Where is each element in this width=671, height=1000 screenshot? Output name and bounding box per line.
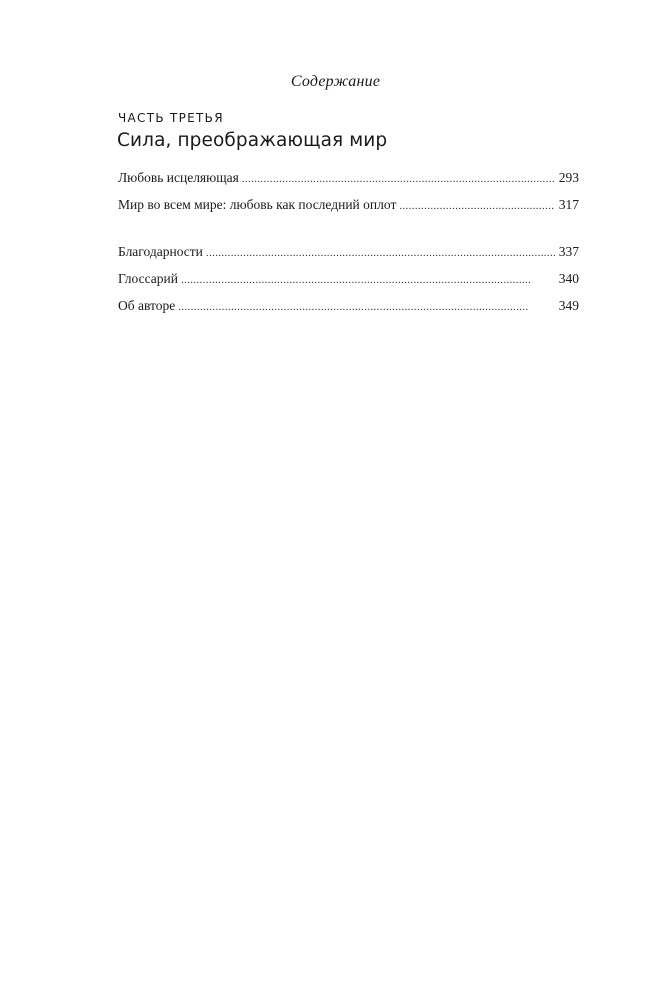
- toc-entry[interactable]: [118, 298, 579, 325]
- toc-list: [118, 170, 579, 224]
- toc-entry-page: 337: [558, 244, 579, 259]
- toc-entry-title: Мир во всем мире: любовь как последний оплот: [118, 197, 397, 212]
- toc-dot-leader: [399, 200, 554, 212]
- toc-entry[interactable]: [118, 197, 579, 224]
- toc-entry-page: 317: [558, 197, 579, 212]
- toc-dot-leader: [178, 301, 555, 313]
- toc-entry-title: Глоссарий: [118, 271, 178, 286]
- toc-entry[interactable]: [118, 170, 579, 197]
- running-head: Содержание: [290, 73, 381, 90]
- toc-entry-page: 293: [558, 170, 579, 185]
- toc-entry[interactable]: [118, 271, 579, 298]
- toc-dot-leader: [206, 247, 555, 259]
- part-label: ЧАСТЬ ТРЕТЬЯ: [118, 111, 224, 125]
- toc-entry-title: Об авторе: [118, 298, 176, 313]
- toc-dot-leader: [181, 274, 555, 286]
- toc-entry[interactable]: [118, 244, 579, 271]
- toc-dot-leader: [242, 173, 555, 185]
- part-title: Сила, преображающая мир: [117, 130, 388, 151]
- toc-list-back-matter: [118, 244, 579, 325]
- toc-entry-page: 340: [558, 271, 579, 286]
- toc-entry-title: Любовь исцеляющая: [118, 170, 239, 185]
- toc-entry-title: Благодарности: [118, 244, 203, 259]
- toc-entry-page: 349: [558, 298, 579, 313]
